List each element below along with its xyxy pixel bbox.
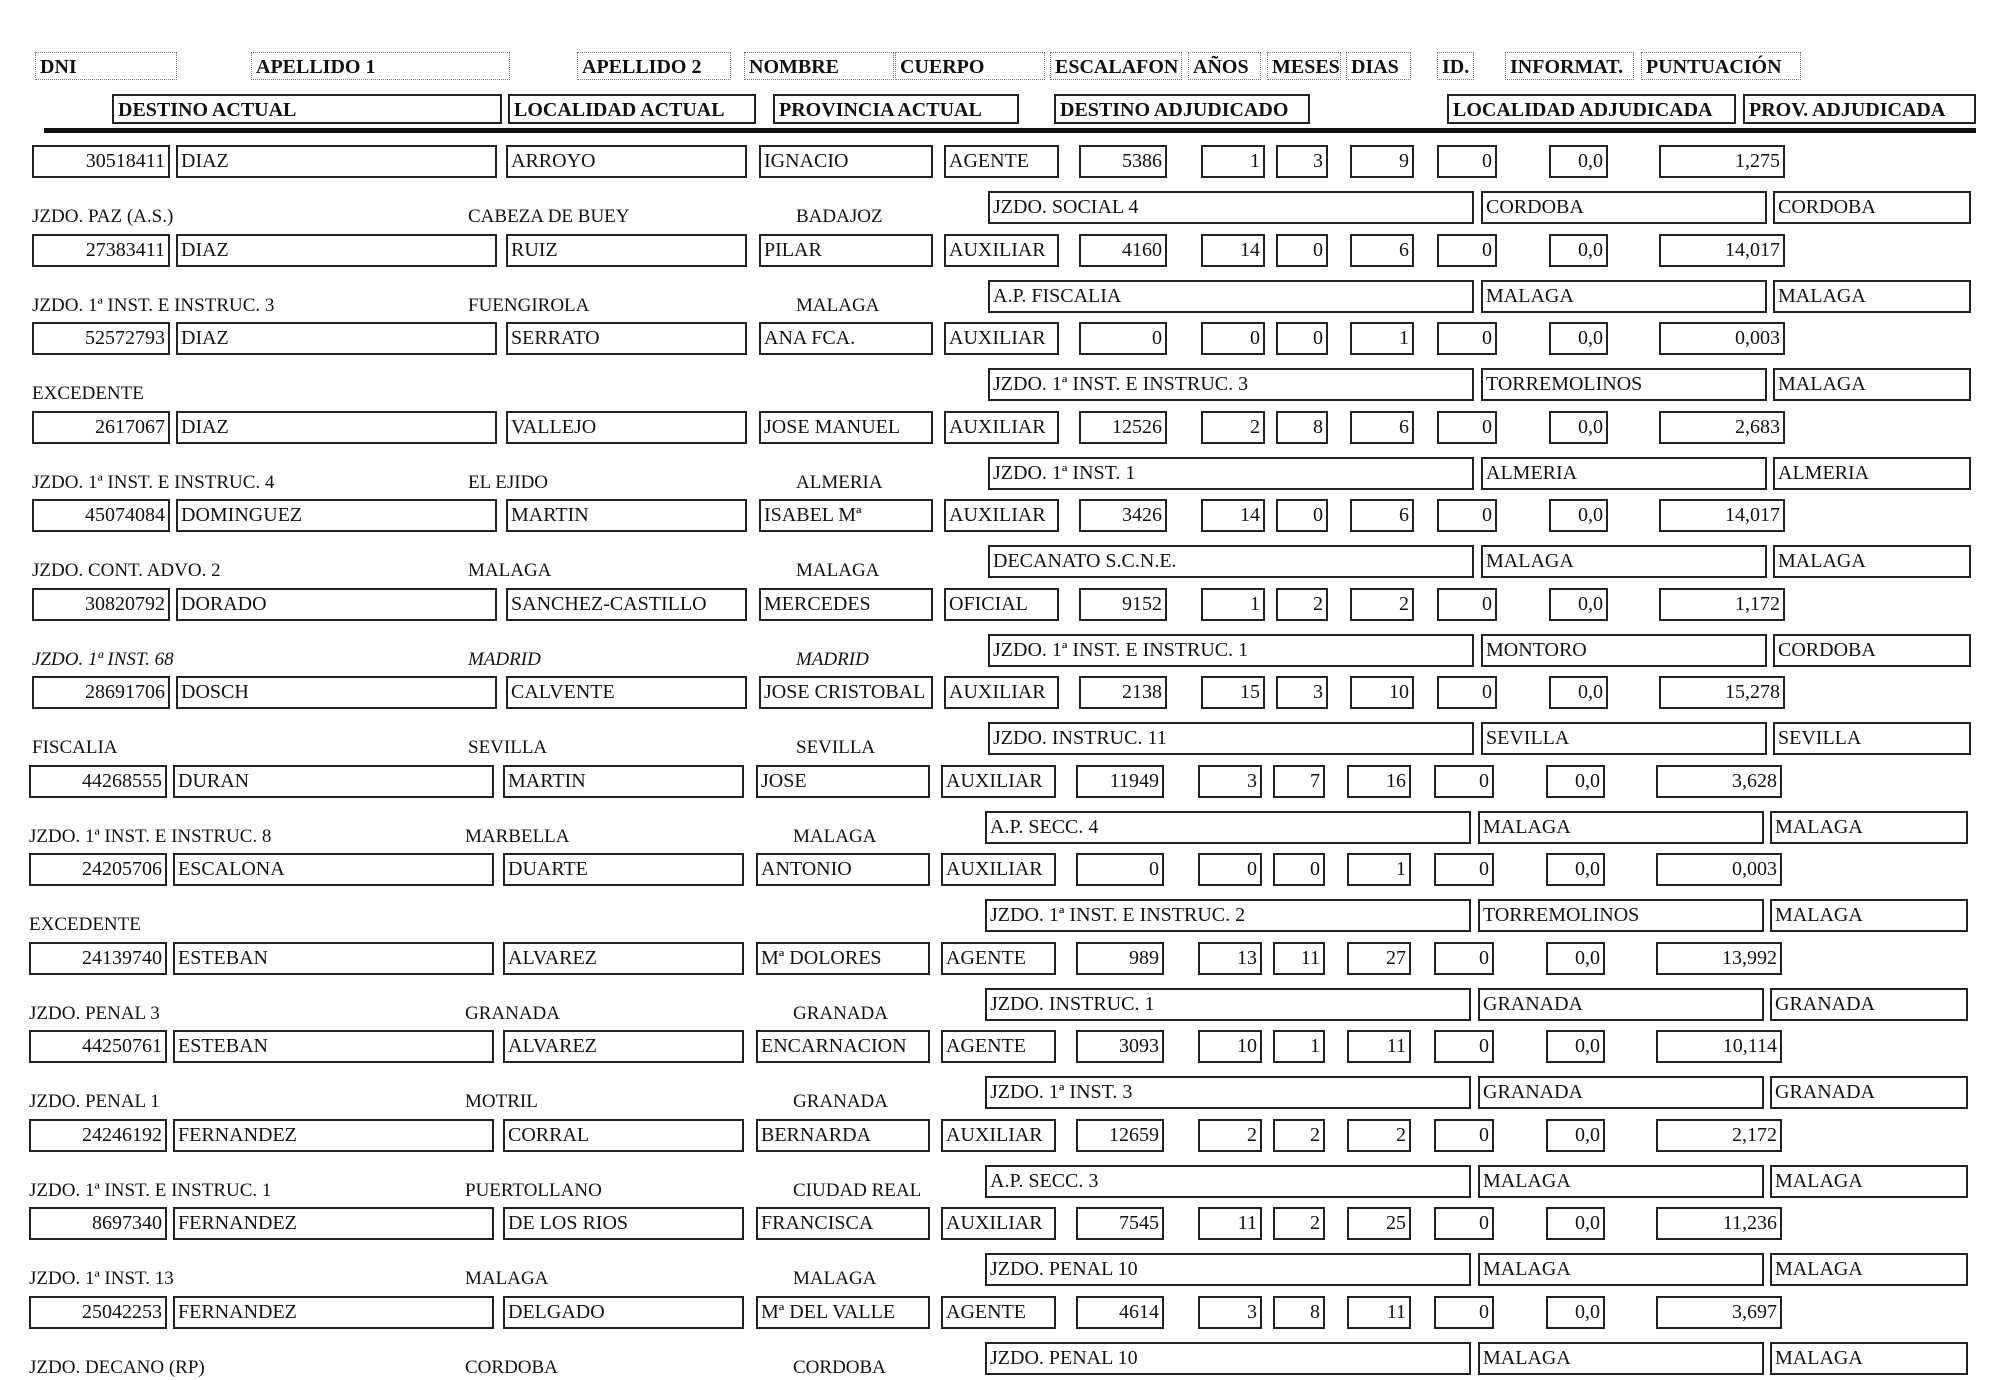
field-nombre: PILAR [759, 234, 933, 267]
field-prov-adj: CORDOBA [1773, 634, 1971, 667]
field-provincia-actual: SEVILLA [796, 737, 876, 758]
field-dni: 30518411 [32, 145, 170, 178]
field-prov-adj: GRANADA [1770, 988, 1968, 1021]
field-apellido1: FERNANDEZ [173, 1207, 494, 1240]
field-id: 0 [1434, 853, 1494, 886]
field-id: 0 [1437, 588, 1497, 621]
field-nombre: ISABEL Mª [759, 499, 933, 532]
field-nombre: JOSE [756, 765, 930, 798]
field-localidad-actual: MALAGA [468, 560, 552, 581]
field-prov-adj: MALAGA [1773, 280, 1971, 313]
field-cuerpo: OFICIAL [944, 588, 1059, 621]
field-id: 0 [1434, 765, 1494, 798]
field-puntuacion: 2,683 [1659, 411, 1785, 444]
field-dias: 2 [1350, 588, 1414, 621]
field-nombre: FRANCISCA [756, 1207, 930, 1240]
field-localidad-adj: MALAGA [1478, 1165, 1764, 1198]
field-anos: 3 [1198, 765, 1262, 798]
field-anos: 0 [1198, 853, 1262, 886]
field-puntuacion: 3,697 [1656, 1296, 1782, 1329]
field-provincia-actual: GRANADA [793, 1091, 888, 1112]
field-dias: 27 [1347, 942, 1411, 975]
header-informat: INFORMAT. [1505, 52, 1634, 80]
field-id: 0 [1434, 1207, 1494, 1240]
field-puntuacion: 14,017 [1659, 499, 1785, 532]
field-anos: 3 [1198, 1296, 1262, 1329]
field-puntuacion: 11,236 [1656, 1207, 1782, 1240]
field-meses: 0 [1273, 853, 1325, 886]
field-escalafon: 7545 [1076, 1207, 1164, 1240]
field-destino-adj: JZDO. 1ª INST. E INSTRUC. 3 [988, 368, 1474, 401]
field-destino-actual: JZDO. DECANO (RP) [29, 1356, 205, 1378]
field-provincia-actual: MALAGA [793, 825, 877, 847]
field-localidad-adj: MALAGA [1481, 280, 1767, 313]
field-localidad-adj: GRANADA [1478, 1076, 1764, 1109]
field-destino-actual: EXCEDENTE [29, 914, 141, 935]
field-informat: 0,0 [1549, 411, 1608, 444]
field-puntuacion: 14,017 [1659, 234, 1785, 267]
field-dias: 10 [1350, 676, 1414, 709]
field-informat: 0,0 [1546, 1207, 1605, 1240]
field-anos: 0 [1201, 322, 1265, 355]
field-prov-adj: MALAGA [1770, 1253, 1968, 1286]
field-dni: 44250761 [29, 1030, 167, 1063]
field-dias: 11 [1347, 1030, 1411, 1063]
field-escalafon: 12526 [1079, 411, 1167, 444]
field-informat: 0,0 [1549, 499, 1608, 532]
field-meses: 11 [1273, 942, 1325, 975]
field-apellido2: ALVAREZ [503, 1030, 744, 1063]
field-localidad-adj: TORREMOLINOS [1481, 368, 1767, 401]
field-id: 0 [1434, 1030, 1494, 1063]
field-apellido2: ALVAREZ [503, 942, 744, 975]
field-apellido2: MARTIN [503, 765, 744, 798]
field-dias: 6 [1350, 499, 1414, 532]
field-destino-actual: JZDO. 1ª INST. 68 [32, 648, 174, 670]
field-destino-actual: JZDO. PAZ (A.S.) [32, 206, 174, 227]
field-nombre: ENCARNACION [756, 1030, 930, 1063]
field-cuerpo: AUXILIAR [941, 1207, 1056, 1240]
field-id: 0 [1437, 411, 1497, 444]
field-cuerpo: AUXILIAR [944, 234, 1059, 267]
field-id: 0 [1437, 234, 1497, 267]
field-informat: 0,0 [1549, 588, 1608, 621]
field-anos: 14 [1201, 499, 1265, 532]
field-meses: 2 [1273, 1207, 1325, 1240]
field-localidad-actual: MARBELLA [465, 825, 570, 847]
field-puntuacion: 1,275 [1659, 145, 1785, 178]
field-dias: 6 [1350, 411, 1414, 444]
field-localidad-adj: GRANADA [1478, 988, 1764, 1021]
field-provincia-actual: MALAGA [793, 1268, 877, 1289]
field-destino-actual: JZDO. 1ª INST. E INSTRUC. 8 [29, 825, 272, 847]
field-cuerpo: AGENTE [941, 1296, 1056, 1329]
header-id: ID. [1437, 52, 1474, 80]
field-destino-actual: EXCEDENTE [32, 383, 144, 404]
field-provincia-actual: MALAGA [796, 294, 880, 316]
field-destino-actual: JZDO. 1ª INST. E INSTRUC. 1 [29, 1179, 272, 1201]
field-localidad-actual: MALAGA [465, 1268, 549, 1289]
field-puntuacion: 0,003 [1656, 853, 1782, 886]
field-localidad-actual: EL EJIDO [468, 471, 549, 493]
header-años: AÑOS [1188, 52, 1261, 80]
field-provincia-actual: CORDOBA [793, 1356, 886, 1378]
field-localidad-adj: MALAGA [1478, 1253, 1764, 1286]
field-localidad-actual: CORDOBA [465, 1356, 558, 1378]
header-prov-adjudicada: PROV. ADJUDICADA [1743, 94, 1976, 124]
field-puntuacion: 3,628 [1656, 765, 1782, 798]
field-escalafon: 9152 [1079, 588, 1167, 621]
field-localidad-actual: PUERTOLLANO [465, 1179, 602, 1201]
field-id: 0 [1437, 676, 1497, 709]
field-meses: 8 [1273, 1296, 1325, 1329]
header-apellido-2: APELLIDO 2 [577, 52, 731, 80]
field-apellido2: SERRATO [506, 322, 747, 355]
field-id: 0 [1437, 499, 1497, 532]
field-destino-adj: DECANATO S.C.N.E. [988, 545, 1474, 578]
field-dni: 24246192 [29, 1119, 167, 1152]
field-anos: 10 [1198, 1030, 1262, 1063]
field-dias: 16 [1347, 765, 1411, 798]
header-destino-actual: DESTINO ACTUAL [112, 94, 502, 124]
field-escalafon: 11949 [1076, 765, 1164, 798]
field-escalafon: 0 [1076, 853, 1164, 886]
field-escalafon: 4614 [1076, 1296, 1164, 1329]
field-apellido2: DELGADO [503, 1296, 744, 1329]
field-cuerpo: AUXILIAR [941, 853, 1056, 886]
field-dni: 27383411 [32, 234, 170, 267]
field-prov-adj: MALAGA [1770, 811, 1968, 844]
field-informat: 0,0 [1546, 942, 1605, 975]
header-divider [44, 128, 1976, 133]
field-provincia-actual: MALAGA [796, 560, 880, 581]
field-informat: 0,0 [1546, 853, 1605, 886]
field-anos: 14 [1201, 234, 1265, 267]
field-cuerpo: AUXILIAR [944, 499, 1059, 532]
field-informat: 0,0 [1546, 765, 1605, 798]
header-meses: MESES [1267, 52, 1341, 80]
field-destino-actual: JZDO. PENAL 1 [29, 1091, 160, 1112]
field-localidad-adj: SEVILLA [1481, 722, 1767, 755]
header-dni: DNI [35, 52, 177, 80]
field-escalafon: 4160 [1079, 234, 1167, 267]
field-dias: 1 [1347, 853, 1411, 886]
field-prov-adj: MALAGA [1770, 1165, 1968, 1198]
field-apellido1: DURAN [173, 765, 494, 798]
field-puntuacion: 10,114 [1656, 1030, 1782, 1063]
field-nombre: ANTONIO [756, 853, 930, 886]
field-destino-adj: JZDO. 1ª INST. 3 [985, 1076, 1471, 1109]
field-provincia-actual: GRANADA [793, 1002, 888, 1024]
field-nombre: JOSE CRISTOBAL [759, 676, 933, 709]
field-id: 0 [1434, 942, 1494, 975]
field-nombre: BERNARDA [756, 1119, 930, 1152]
field-informat: 0,0 [1549, 145, 1608, 178]
field-localidad-actual: SEVILLA [468, 737, 548, 758]
field-cuerpo: AGENTE [944, 145, 1059, 178]
field-destino-adj: JZDO. SOCIAL 4 [988, 191, 1474, 224]
field-dias: 2 [1347, 1119, 1411, 1152]
field-meses: 2 [1276, 588, 1328, 621]
field-destino-actual: JZDO. 1ª INST. 13 [29, 1268, 174, 1289]
field-id: 0 [1434, 1296, 1494, 1329]
field-escalafon: 0 [1079, 322, 1167, 355]
field-cuerpo: AUXILIAR [941, 1119, 1056, 1152]
field-nombre: Mª DEL VALLE [756, 1296, 930, 1329]
field-localidad-actual: FUENGIROLA [468, 294, 590, 316]
field-apellido2: ARROYO [506, 145, 747, 178]
field-destino-actual: JZDO. CONT. ADVO. 2 [32, 560, 221, 581]
field-puntuacion: 1,172 [1659, 588, 1785, 621]
field-anos: 1 [1201, 145, 1265, 178]
field-dias: 1 [1350, 322, 1414, 355]
field-dni: 28691706 [32, 676, 170, 709]
field-localidad-adj: ALMERIA [1481, 457, 1767, 490]
header-apellido-1: APELLIDO 1 [251, 52, 510, 80]
field-dias: 11 [1347, 1296, 1411, 1329]
field-cuerpo: AUXILIAR [944, 411, 1059, 444]
field-apellido1: DIAZ [176, 322, 497, 355]
field-prov-adj: MALAGA [1773, 368, 1971, 401]
field-puntuacion: 15,278 [1659, 676, 1785, 709]
field-nombre: MERCEDES [759, 588, 933, 621]
field-destino-actual: FISCALIA [32, 737, 118, 758]
field-dni: 25042253 [29, 1296, 167, 1329]
field-destino-adj: A.P. FISCALIA [988, 280, 1474, 313]
field-meses: 2 [1273, 1119, 1325, 1152]
header-puntuación: PUNTUACIÓN [1641, 52, 1801, 80]
field-informat: 0,0 [1549, 234, 1608, 267]
header-cuerpo: CUERPO [895, 52, 1045, 80]
field-prov-adj: SEVILLA [1773, 722, 1971, 755]
field-anos: 2 [1201, 411, 1265, 444]
field-cuerpo: AUXILIAR [944, 676, 1059, 709]
field-meses: 0 [1276, 234, 1328, 267]
field-localidad-actual: CABEZA DE BUEY [468, 206, 630, 227]
field-apellido1: DOMINGUEZ [176, 499, 497, 532]
field-destino-actual: JZDO. 1ª INST. E INSTRUC. 4 [32, 471, 275, 493]
field-escalafon: 3093 [1076, 1030, 1164, 1063]
field-informat: 0,0 [1546, 1119, 1605, 1152]
field-apellido2: MARTIN [506, 499, 747, 532]
field-apellido2: RUIZ [506, 234, 747, 267]
field-meses: 3 [1276, 676, 1328, 709]
field-apellido1: DIAZ [176, 145, 497, 178]
field-escalafon: 989 [1076, 942, 1164, 975]
field-meses: 7 [1273, 765, 1325, 798]
field-meses: 0 [1276, 499, 1328, 532]
field-anos: 1 [1201, 588, 1265, 621]
field-localidad-adj: MONTORO [1481, 634, 1767, 667]
field-localidad-actual: GRANADA [465, 1002, 560, 1024]
field-dni: 24205706 [29, 853, 167, 886]
field-anos: 2 [1198, 1119, 1262, 1152]
field-dni: 45074084 [32, 499, 170, 532]
field-nombre: JOSE MANUEL [759, 411, 933, 444]
field-escalafon: 5386 [1079, 145, 1167, 178]
field-dni: 52572793 [32, 322, 170, 355]
field-apellido2: CORRAL [503, 1119, 744, 1152]
field-dni: 8697340 [29, 1207, 167, 1240]
header-escalafon: ESCALAFON [1050, 52, 1182, 80]
field-prov-adj: CORDOBA [1773, 191, 1971, 224]
field-informat: 0,0 [1549, 322, 1608, 355]
field-anos: 15 [1201, 676, 1265, 709]
field-id: 0 [1434, 1119, 1494, 1152]
field-dni: 24139740 [29, 942, 167, 975]
field-provincia-actual: ALMERIA [796, 471, 883, 493]
field-dni: 30820792 [32, 588, 170, 621]
field-destino-adj: JZDO. 1ª INST. E INSTRUC. 2 [985, 899, 1471, 932]
field-destino-adj: JZDO. INSTRUC. 1 [985, 988, 1471, 1021]
field-dias: 25 [1347, 1207, 1411, 1240]
field-destino-adj: JZDO. 1ª INST. E INSTRUC. 1 [988, 634, 1474, 667]
field-meses: 0 [1276, 322, 1328, 355]
field-nombre: IGNACIO [759, 145, 933, 178]
field-localidad-adj: MALAGA [1478, 1342, 1764, 1375]
field-provincia-actual: MADRID [796, 648, 869, 670]
field-localidad-adj: MALAGA [1478, 811, 1764, 844]
field-meses: 3 [1276, 145, 1328, 178]
field-destino-adj: JZDO. PENAL 10 [985, 1342, 1471, 1375]
field-apellido1: ESTEBAN [173, 1030, 494, 1063]
field-puntuacion: 13,992 [1656, 942, 1782, 975]
field-destino-adj: JZDO. INSTRUC. 11 [988, 722, 1474, 755]
field-provincia-actual: CIUDAD REAL [793, 1179, 922, 1201]
field-nombre: ANA FCA. [759, 322, 933, 355]
field-puntuacion: 0,003 [1659, 322, 1785, 355]
field-localidad-adj: TORREMOLINOS [1478, 899, 1764, 932]
field-localidad-adj: MALAGA [1481, 545, 1767, 578]
header-nombre: NOMBRE [744, 52, 894, 80]
header-provincia-actual: PROVINCIA ACTUAL [773, 94, 1019, 124]
field-prov-adj: MALAGA [1770, 899, 1968, 932]
field-prov-adj: GRANADA [1770, 1076, 1968, 1109]
header-destino-adjudicado: DESTINO ADJUDICADO [1054, 94, 1310, 124]
field-destino-adj: A.P. SECC. 3 [985, 1165, 1471, 1198]
field-destino-adj: JZDO. PENAL 10 [985, 1253, 1471, 1286]
field-apellido2: CALVENTE [506, 676, 747, 709]
field-puntuacion: 2,172 [1656, 1119, 1782, 1152]
field-apellido1: DORADO [176, 588, 497, 621]
field-dni: 2617067 [32, 411, 170, 444]
field-provincia-actual: BADAJOZ [796, 206, 883, 227]
field-prov-adj: ALMERIA [1773, 457, 1971, 490]
field-escalafon: 12659 [1076, 1119, 1164, 1152]
field-id: 0 [1437, 145, 1497, 178]
field-apellido1: ESTEBAN [173, 942, 494, 975]
field-apellido2: VALLEJO [506, 411, 747, 444]
field-destino-adj: A.P. SECC. 4 [985, 811, 1471, 844]
field-prov-adj: MALAGA [1770, 1342, 1968, 1375]
field-dni: 44268555 [29, 765, 167, 798]
field-apellido1: ESCALONA [173, 853, 494, 886]
field-dias: 6 [1350, 234, 1414, 267]
field-informat: 0,0 [1546, 1030, 1605, 1063]
field-cuerpo: AGENTE [941, 942, 1056, 975]
field-apellido1: DIAZ [176, 234, 497, 267]
field-apellido1: DOSCH [176, 676, 497, 709]
header-localidad-actual: LOCALIDAD ACTUAL [508, 94, 756, 124]
field-localidad-adj: CORDOBA [1481, 191, 1767, 224]
field-cuerpo: AUXILIAR [944, 322, 1059, 355]
field-destino-actual: JZDO. PENAL 3 [29, 1002, 160, 1024]
field-apellido2: DUARTE [503, 853, 744, 886]
field-meses: 8 [1276, 411, 1328, 444]
field-meses: 1 [1273, 1030, 1325, 1063]
field-prov-adj: MALAGA [1773, 545, 1971, 578]
field-cuerpo: AGENTE [941, 1030, 1056, 1063]
field-cuerpo: AUXILIAR [941, 765, 1056, 798]
field-destino-adj: JZDO. 1ª INST. 1 [988, 457, 1474, 490]
field-id: 0 [1437, 322, 1497, 355]
header-localidad-adjudicada: LOCALIDAD ADJUDICADA [1447, 94, 1736, 124]
field-escalafon: 3426 [1079, 499, 1167, 532]
field-informat: 0,0 [1546, 1296, 1605, 1329]
field-destino-actual: JZDO. 1ª INST. E INSTRUC. 3 [32, 294, 275, 316]
field-apellido2: DE LOS RIOS [503, 1207, 744, 1240]
field-localidad-actual: MOTRIL [465, 1091, 538, 1112]
field-nombre: Mª DOLORES [756, 942, 930, 975]
field-apellido1: FERNANDEZ [173, 1119, 494, 1152]
field-informat: 0,0 [1549, 676, 1608, 709]
field-anos: 13 [1198, 942, 1262, 975]
header-dias: DIAS [1346, 52, 1411, 80]
field-apellido2: SANCHEZ-CASTILLO [506, 588, 747, 621]
field-apellido1: DIAZ [176, 411, 497, 444]
field-localidad-actual: MADRID [468, 648, 541, 670]
field-dias: 9 [1350, 145, 1414, 178]
field-escalafon: 2138 [1079, 676, 1167, 709]
field-apellido1: FERNANDEZ [173, 1296, 494, 1329]
field-anos: 11 [1198, 1207, 1262, 1240]
